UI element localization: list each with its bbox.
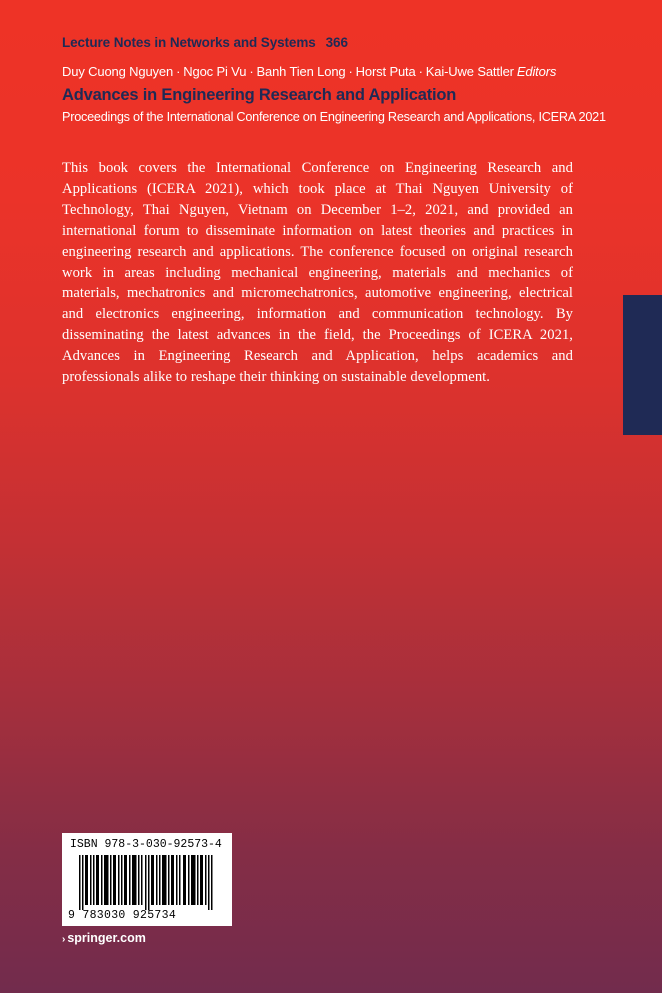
back-cover-blurb: This book covers the International Conference on Engineering Research and Applications (ICERA 2021), which took place at Thai Nguyen University of Technology, Thai Nguyen, Vietnam on December 1–2, 2021, and provided an international forum to disseminate information on latest theories and practices in engineering research and applications. The conference focused on original research work in areas including mechanical engineering, materials and mechanics of materials, mechatronics and micromechatronics, automotive engineering, electrical and electronics engineering, information and communication technology. By disseminating the latest advances in the field, the Proceedings of ICERA 2021, Advances in Engineering Research and Application, helps academics and professionals alike to reshape their thinking on sustainable development. <box>62 160 573 386</box>
publisher-link[interactable] <box>62 931 146 945</box>
editor-name: Duy Cuong Nguyen <box>62 64 174 79</box>
editor-separator: · <box>418 64 423 79</box>
editor-name: Banh Tien Long <box>256 64 346 79</box>
editors-line <box>62 64 556 79</box>
series-name: Lecture Notes in Networks and Systems <box>62 35 316 50</box>
editor-separator: · <box>176 64 181 79</box>
isbn-barcode <box>62 833 232 926</box>
editor-name: Horst Puta <box>355 64 416 79</box>
isbn-number: ISBN 978-3-030-92573-4 <box>70 838 222 851</box>
spine-color-tab <box>623 295 662 435</box>
editors-role: Editors <box>516 64 557 79</box>
editor-separator: · <box>249 64 254 79</box>
chevron-right-icon: › <box>62 934 66 945</box>
series-line <box>62 35 348 50</box>
editor-name: Ngoc Pi Vu <box>183 64 247 79</box>
series-volume: 366 <box>325 35 348 50</box>
ean-digits: 9 783030 925734 <box>68 909 177 922</box>
book-title: Advances in Engineering Research and Application <box>62 86 457 104</box>
book-subtitle: Proceedings of the International Conference on Engineering Research and Applications, ICERA 2021 <box>62 110 606 124</box>
publisher-website: springer.com <box>67 931 146 945</box>
editor-name: Kai-Uwe Sattler <box>425 64 514 79</box>
barcode-bars <box>79 855 219 910</box>
editor-separator: · <box>348 64 353 79</box>
